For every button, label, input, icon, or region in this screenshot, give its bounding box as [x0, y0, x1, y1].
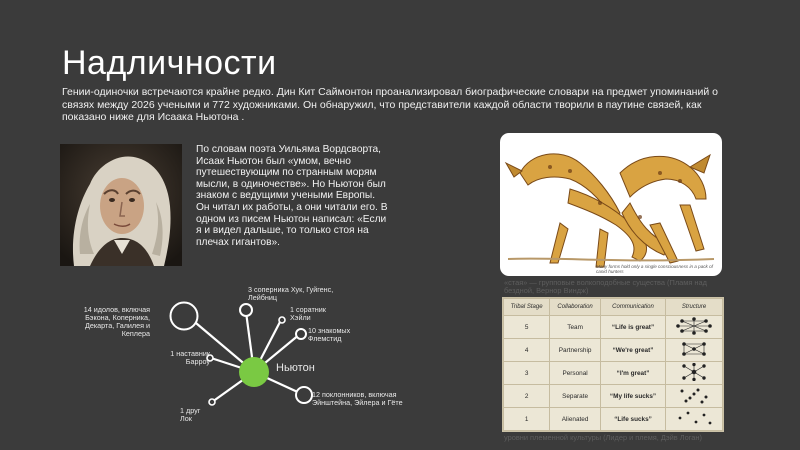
team-structure-icon — [674, 317, 714, 335]
personal-structure-icon — [674, 363, 714, 381]
collaboration-cell: Partnership — [550, 339, 601, 362]
partnership-structure-icon — [674, 340, 714, 358]
table-row — [504, 362, 723, 385]
pack-caption: «стая» — групповые волкоподобные существа (Пламя над бездной, Вернор Виндж) — [504, 278, 707, 296]
alienated-structure-icon — [674, 409, 714, 427]
structure-cell — [666, 316, 723, 339]
slide-title: Надличности — [62, 44, 277, 82]
structure-cell — [666, 385, 723, 408]
idols-label: 14 идолов, включая Бэкона, Коперника, Декарта, Галилея и Кеплера — [83, 305, 150, 338]
pack-creatures-illustration — [500, 133, 722, 276]
table-caption: уровни племенной культуры (Лидер и племя, Дэйв Логан) — [504, 433, 702, 442]
header-tribal-stage: Tribal Stage — [504, 299, 550, 316]
illustration-inner-caption: Many forms hold only a single consciousness in a pack of canid hunters — [596, 264, 713, 274]
admirers-node — [296, 387, 312, 403]
collaboration-cell: Personal — [550, 362, 601, 385]
intro-paragraph: Гении-одиночки встречаются крайне редко. Дин Кит Саймонтон проанализировал биографические словари на предмет упоминаний о связях между 2026 учеными и 772 художниками. Он обнаружил, что представители каждой области творили в паутине связей, как показано ниже для Исаака Ньютона . — [62, 86, 718, 123]
communication-cell: “Life sucks” — [600, 408, 665, 431]
newton-quote: По словам поэта Уильяма Вордсворта, Исаак Ньютон был «умом, вечно путешествующим по странным морям мысли, в одиночестве». Но Ньютон был знаком с ведущими учеными Европы. Он читал их работы, а они читали его. В одном из писем Ньютон написал: «Если я и видел дальше, то только стоя на плечах гигантов». — [196, 144, 388, 248]
stage-cell: 2 — [504, 385, 550, 408]
stage-cell: 4 — [504, 339, 550, 362]
tribal-stages-table — [502, 297, 724, 432]
structure-cell — [666, 362, 723, 385]
stage-cell: 5 — [504, 316, 550, 339]
communication-cell: “My life sucks” — [600, 385, 665, 408]
collaborator-node — [279, 317, 285, 323]
header-communication: Communication — [600, 299, 665, 316]
friend-node — [209, 399, 215, 405]
collaboration-cell: Separate — [550, 385, 601, 408]
table-row — [504, 385, 723, 408]
header-collaboration: Collaboration — [550, 299, 601, 316]
collaboration-cell: Team — [550, 316, 601, 339]
newton-node — [239, 357, 269, 387]
communication-cell: “Life is great” — [600, 316, 665, 339]
header-structure: Structure — [666, 299, 723, 316]
table-row — [504, 316, 723, 339]
friend-label: 1 друг Лок — [180, 406, 201, 423]
acquaintances-node — [296, 329, 306, 339]
collaborator-label: 1 соратник Хэйли — [290, 305, 326, 322]
acquaintances-label: 10 знакомых Флемстид — [308, 326, 351, 343]
table-row — [504, 408, 723, 431]
table-header-row — [504, 299, 723, 316]
mentor-label: 1 наставник Барроу — [170, 349, 210, 366]
rivals-node — [240, 304, 252, 316]
communication-cell: “I'm great” — [600, 362, 665, 385]
collaboration-cell: Alienated — [550, 408, 601, 431]
separate-structure-icon — [674, 386, 714, 404]
stage-cell: 1 — [504, 408, 550, 431]
table-row — [504, 339, 723, 362]
idols-node — [171, 303, 198, 330]
structure-cell — [666, 339, 723, 362]
communication-cell: “We're great” — [600, 339, 665, 362]
structure-cell — [666, 408, 723, 431]
center-node-label: Ньютон — [276, 362, 315, 374]
rivals-label: 3 соперника Хук, Гуйгенс, Лейбниц — [248, 285, 334, 302]
stage-cell: 3 — [504, 362, 550, 385]
admirers-label: 12 поклонников, включая Эйнштейна, Эйлера и Гёте — [312, 390, 403, 407]
